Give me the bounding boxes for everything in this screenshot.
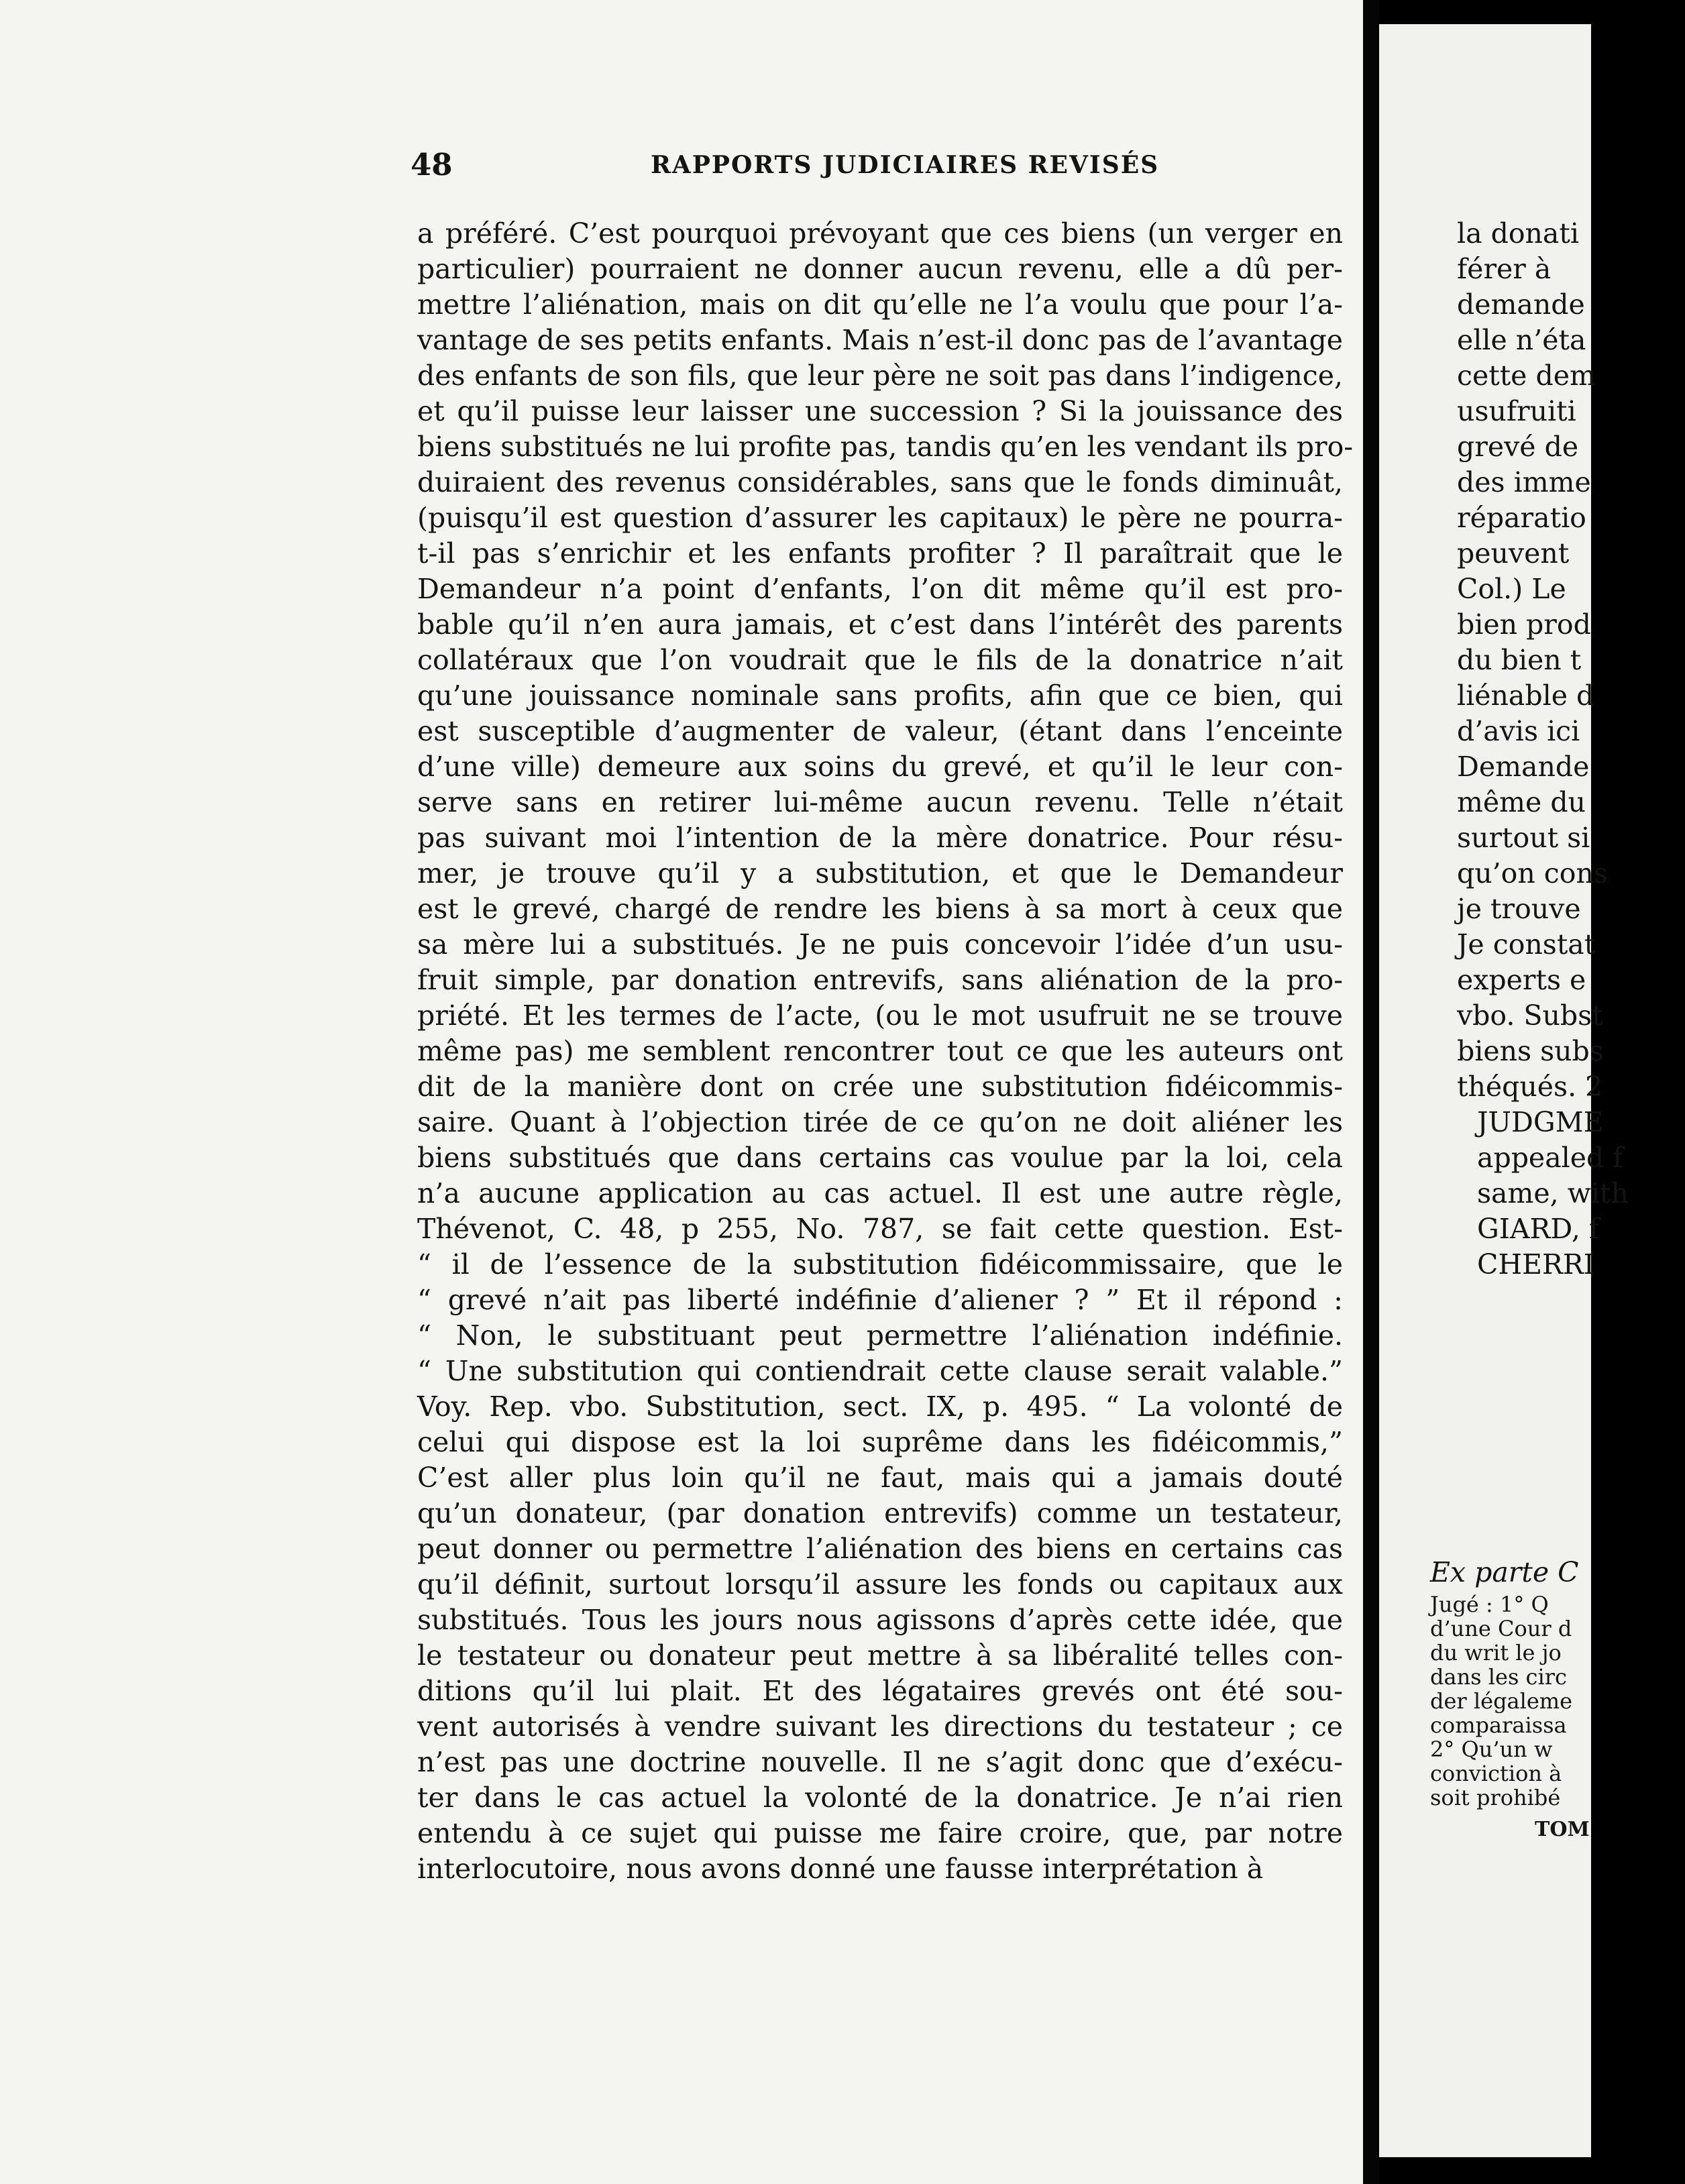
facing-page-heading: Ex parte C [1430,1556,1579,1588]
body-line: des enfants de son fils, que leur père ne soit pas dans l’indigence, [417,360,1343,392]
facing-page-line: d’avis ici [1457,715,1580,747]
facing-page-headnote-line: dans les circ [1430,1664,1567,1690]
facing-page-line: qu’on cons [1457,857,1608,889]
facing-page-text [1457,216,1685,1282]
body-line: serve sans en retirer lui-même aucun revenu. Telle n’était [417,786,1343,818]
facing-page-headnote [1430,1592,1658,1810]
facing-page-line: cette dem [1457,360,1596,392]
body-line: bable qu’il n’en aura jamais, et c’est dans l’intérêt des parents [417,608,1343,641]
facing-page-headnote-line: du writ le jo [1430,1640,1562,1666]
body-line: C’est aller plus loin qu’il ne faut, mais qui a jamais douté [417,1462,1343,1494]
facing-page-lower [1430,1552,1658,1850]
body-line: “ Une substitution qui contiendrait cette clause serait valable.” [417,1355,1343,1387]
facing-page-line: GIARD, f [1477,1213,1600,1245]
body-line: priété. Et les termes de l’acte, (ou le mot usufruit ne se trouve [417,999,1343,1032]
body-line: fruit simple, par donation entrevifs, sans aliénation de la pro- [417,964,1343,996]
book-gutter [1363,0,1379,2184]
body-line: vent autorisés à vendre suivant les directions du testateur ; ce [417,1710,1343,1743]
body-line: même pas) me semblent rencontrer tout ce que les auteurs ont [417,1035,1343,1067]
body-line: le testateur ou donateur peut mettre à sa libéralité telles con- [417,1639,1343,1672]
facing-page-line: liénable d [1457,679,1594,712]
body-line: a préféré. C’est pourquoi prévoyant que ces biens (un verger en [417,217,1343,250]
body-line: collatéraux que l’on voudrait que le fils de la donatrice n’ait [417,644,1343,676]
body-line: d’une ville) demeure aux soins du grevé, et qu’il le leur con- [417,751,1343,783]
body-line: qu’un donateur, (par donation entrevifs) comme un testateur, [417,1497,1343,1529]
body-line: (puisqu’il est question d’assurer les capitaux) le père ne pourra- [417,502,1343,534]
facing-page-headnote-line: conviction à [1430,1761,1562,1786]
facing-page-line: demande [1457,288,1585,321]
facing-page-line: je trouve [1457,893,1581,925]
facing-page-tome: TOM [1535,1818,1590,1841]
facing-page-line: Je constat [1457,928,1596,961]
facing-page-line: Col.) Le [1457,573,1566,605]
body-line: n’est pas une doctrine nouvelle. Il ne s’agit donc que d’exécu- [417,1746,1343,1778]
body-line: qu’il définit, surtout lorsqu’il assure les fonds ou capitaux aux [417,1568,1343,1600]
facing-page-headnote-line: 2° Qu’un w [1430,1737,1553,1762]
running-head [411,145,1363,185]
running-title: RAPPORTS JUDICIAIRES REVISÉS [651,151,1160,179]
body-line: substitués. Tous les jours nous agissons d’après cette idée, que [417,1604,1343,1636]
facing-page-line: JUDGME [1477,1106,1604,1138]
body-line: pas suivant moi l’intention de la mère donatrice. Pour résu- [417,822,1343,854]
facing-page-line: experts e [1457,964,1586,996]
body-line: interlocutoire, nous avons donné une fausse interprétation à [417,1853,1264,1885]
body-line: celui qui dispose est la loi suprême dans les fidéicommis,” [417,1426,1343,1458]
facing-page [1379,24,1629,2157]
body-line: t-il pas s’enrichir et les enfants profiter ? Il paraîtrait que le [417,537,1343,569]
body-line: duiraient des revenus considérables, sans que le fonds diminuât, [417,466,1343,498]
body-line: Thévenot, C. 48, p 255, No. 787, se fait cette question. Est- [417,1213,1343,1245]
facing-page-headnote-line: der légaleme [1430,1688,1573,1714]
facing-page-line: usufruiti [1457,395,1576,427]
facing-page-headnote-line: comparaissa [1430,1712,1567,1738]
body-line: Voy. Rep. vbo. Substitution, sect. IX, p. 495. “ La volonté de [417,1390,1343,1423]
facing-page-line: Demande [1457,751,1590,783]
facing-page-line: même du [1457,786,1586,818]
body-line: “ grevé n’ait pas liberté indéfinie d’aliener ? ” Et il répond : [417,1284,1343,1316]
body-line: est susceptible d’augmenter de valeur, (étant dans l’enceinte [417,715,1343,747]
body-text [417,216,1354,1887]
facing-page-line: elle n’éta [1457,324,1586,356]
body-line: biens substitués que dans certains cas voulue par la loi, cela [417,1142,1343,1174]
facing-page-line: grevé de [1457,431,1579,463]
facing-page-line: des imme [1457,466,1591,498]
facing-page-line: réparatio [1457,502,1586,534]
facing-page-line: CHERRI [1477,1248,1594,1280]
facing-page-headnote-line: soit prohibé [1430,1785,1561,1810]
body-line: mer, je trouve qu’il y a substitution, et que le Demandeur [417,857,1343,889]
facing-page-line: biens subs [1457,1035,1604,1067]
facing-page-line: la donati [1457,217,1579,250]
facing-page-headnote-line: Jugé : 1° Q [1430,1592,1549,1617]
page-number: 48 [411,147,453,182]
body-line: sa mère lui a substitués. Je ne puis concevoir l’idée d’un usu- [417,928,1343,961]
body-line: dit de la manière dont on crée une substitution fidéicommis- [417,1071,1343,1103]
body-line: qu’une jouissance nominale sans profits, afin que ce bien, qui [417,679,1343,712]
body-line: et qu’il puisse leur laisser une succession ? Si la jouissance des [417,395,1343,427]
facing-page-line: same, with [1477,1177,1629,1209]
body-line: ter dans le cas actuel la volonté de la donatrice. Je n’ai rien [417,1782,1343,1814]
body-line: Demandeur n’a point d’enfants, l’on dit même qu’il est pro- [417,573,1343,605]
body-line: “ Non, le substituant peut permettre l’aliénation indéfinie. [417,1319,1343,1352]
body-line: ditions qu’il lui plait. Et des légataires grevés ont été sou- [417,1675,1343,1707]
body-line: n’a aucune application au cas actuel. Il est une autre règle, [417,1177,1343,1209]
body-line: entendu à ce sujet qui puisse me faire croire, que, par notre [417,1817,1343,1849]
facing-page-line: surtout si [1457,822,1590,854]
facing-page-line: théqués. 2 [1457,1071,1603,1103]
body-line: “ il de l’essence de la substitution fidéicommissaire, que le [417,1248,1343,1280]
facing-page-line: férer à [1457,253,1552,285]
body-line: saire. Quant à l’objection tirée de ce qu’on ne doit aliéner les [417,1106,1343,1138]
facing-page-line: du bien t [1457,644,1582,676]
body-line: peut donner ou permettre l’aliénation des biens en certains cas [417,1533,1343,1565]
facing-page-line: peuvent [1457,537,1570,569]
facing-page-line: appealed f [1477,1142,1623,1174]
facing-page-line: bien prod [1457,608,1591,641]
facing-page-headnote-line: d’une Cour d [1430,1616,1572,1641]
body-line: mettre l’aliénation, mais on dit qu’elle ne l’a voulu que pour l’a- [417,288,1343,321]
body-line: est le grevé, chargé de rendre les biens à sa mort à ceux que [417,893,1343,925]
body-line: particulier) pourraient ne donner aucun revenu, elle a dû per- [417,253,1343,285]
body-line: vantage de ses petits enfants. Mais n’est-il donc pas de l’avantage [417,324,1343,356]
body-line: biens substitués ne lui profite pas, tandis qu’en les vendant ils pro- [417,431,1354,463]
facing-page-line: vbo. Subst [1457,999,1603,1032]
